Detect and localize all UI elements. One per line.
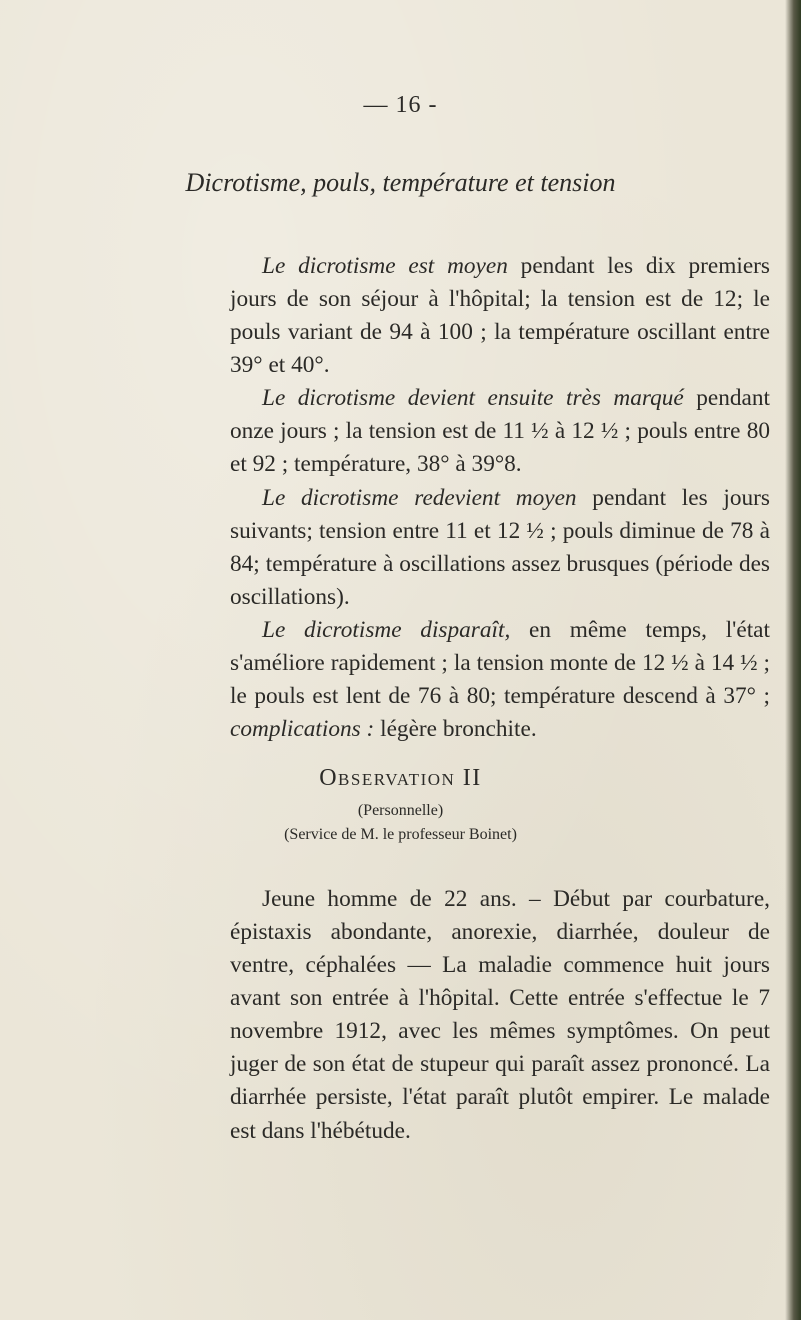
section-heading: Dicrotisme, pouls, température et tension bbox=[185, 168, 616, 197]
paragraph-4 bbox=[230, 614, 770, 746]
paragraph-1-lead: Le dicrotisme est moyen bbox=[262, 253, 508, 279]
observation-subtitle: (Personnelle) bbox=[357, 802, 444, 819]
paragraph-2-lead: Le dicrotisme devient ensuite très marqué bbox=[262, 385, 684, 412]
body-text bbox=[230, 250, 770, 746]
paragraph-4-lead: Le dicrotisme disparaît, bbox=[262, 616, 511, 643]
observation-header bbox=[0, 765, 801, 844]
observation-text bbox=[230, 883, 770, 1148]
paragraph-3-rest: pendant les jours suivants; tension entre 11 et 12 ½ ; pouls diminue de 78 à 84; température à oscillations assez brusques (période des oscillations). bbox=[230, 484, 770, 610]
page-edge-shadow bbox=[785, 0, 801, 1320]
observation-paragraph: Jeune homme de 22 ans. – Début par courbature, épistaxis abondante, anorexie, diarrhée, douleur de ventre, céphalées — La maladie commence huit jours avant son entrée à l'hôpital. Cette entrée s'effectue le 7 novembre 1912, avec les mêmes symptômes. On peut juger de son état de stupeur qui paraît assez prononcé. La diarrhée persiste, l'état paraît plutôt empirer. Le malade est dans l'hébétude. bbox=[230, 886, 770, 1144]
paragraph-3 bbox=[230, 482, 770, 614]
page-number: — 16 - bbox=[363, 92, 438, 118]
paragraph-2 bbox=[230, 382, 770, 481]
paragraph-4-tail: légère bronchite. bbox=[374, 716, 537, 743]
observation-service: (Service de M. le professeur Boinet) bbox=[284, 826, 517, 843]
observation-title: Observation II bbox=[319, 765, 482, 791]
paragraph-1 bbox=[230, 250, 770, 382]
paragraph-1-rest: pendant les dix premiers jours de son séjour à l'hôpital; la tension est de 12; le pouls variant de 94 à 100 ; la température oscillant entre 39° et 40°. bbox=[230, 253, 770, 379]
paragraph-4-rest: en même temps, l'état s'améliore rapidement ; la tension monte de 12 ½ à 14 ½ ; le pouls est lent de 76 à 80; température descend à 37° ; bbox=[230, 616, 770, 710]
paragraph-2-rest: pendant onze jours ; la tension est de 11 ½ à 12 ½ ; pouls entre 80 et 92 ; température, 38° à 39°8. bbox=[230, 385, 770, 478]
paragraph-3-lead: Le dicrotisme redevient moyen bbox=[262, 484, 577, 511]
paragraph-4-tail-italic: complications : bbox=[230, 716, 375, 743]
